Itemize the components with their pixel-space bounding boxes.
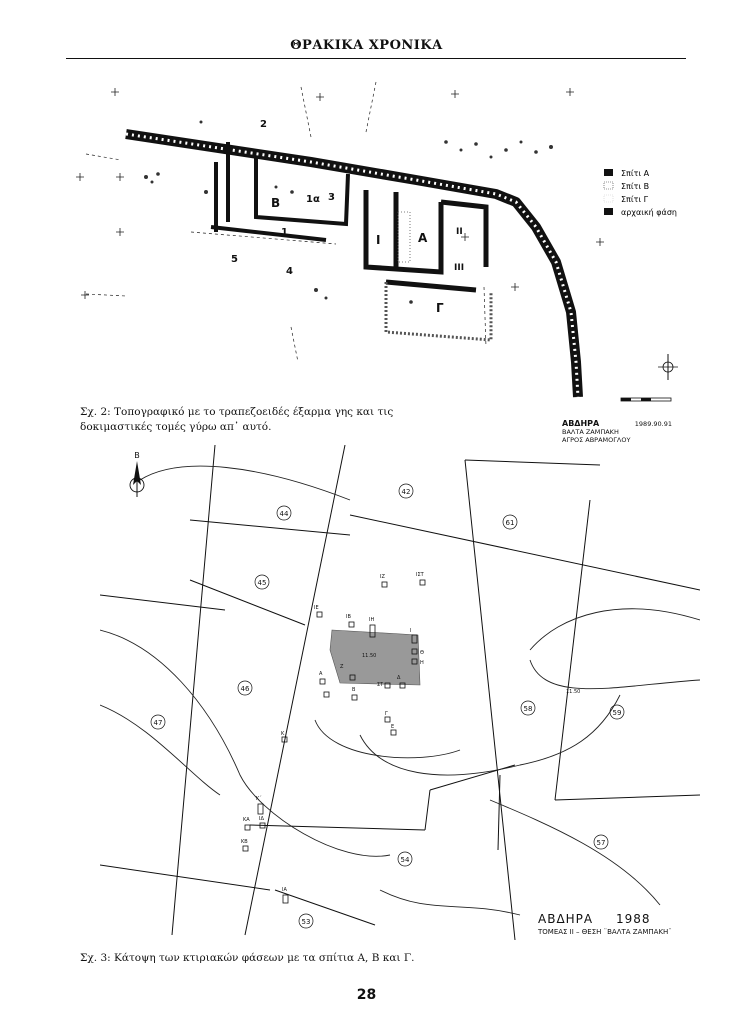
north-label: Β [134, 451, 140, 460]
room-label: 3 [328, 192, 335, 203]
room-label: 1 [281, 227, 288, 238]
trench-lines [86, 82, 486, 362]
trench-label: ΙΕ [314, 605, 319, 611]
legend-label: Σπίτι Β [621, 182, 650, 191]
trench-label: Θ [420, 650, 424, 656]
figure-2-caption: Σχ. 2: Τοπογραφικό με το τραπεζοειδές έξαρμα γης και τις δοκιμαστικές τομές γύρω απ᾽ αυτό. [80, 406, 394, 433]
trench-label: Ζ [340, 664, 344, 670]
trench-label: ΙΑ [282, 887, 287, 893]
scale-bar [621, 398, 671, 401]
title-block-line: ΒΑΛΤΑ ΖΑΜΠΑΚΗ [562, 428, 619, 436]
figure-2-plan [66, 62, 686, 407]
plot-number: 42 [401, 488, 411, 496]
legend-label: Σπίτι Α [621, 169, 650, 178]
title-block-line: ΑΓΡΟΣ ΑΒΡΑΜΟΓΛΟΥ [562, 436, 631, 444]
trench-label: Κ [281, 731, 285, 737]
figure-3-title-block [538, 912, 718, 936]
title-block-sector: ΤΟΜΕΑΣ ΙΙ – ΘΕΣΗ ¨ΒΑΛΤΑ ΖΑΜΠΑΚΗ¨ [538, 928, 672, 936]
north-arrow-icon [130, 451, 144, 497]
spot-height: 11.50 [362, 653, 377, 659]
title-block-site: ΑΒΔΗΡΑ [538, 912, 594, 926]
trench-label: ΙΖ [380, 574, 385, 580]
plot-number: 59 [612, 709, 622, 717]
trench-label: Κ΄ [256, 796, 262, 802]
figure-2-title-block [562, 420, 672, 444]
plot-number: 61 [505, 519, 515, 527]
trench-label: Γ [385, 711, 388, 717]
legend-swatch-archaic [604, 208, 613, 215]
plot-number: 45 [257, 579, 267, 587]
header-rule [66, 58, 686, 59]
trench-label: ΙΒ [346, 614, 351, 620]
room-label: 5 [231, 254, 238, 265]
contour-lines [100, 466, 700, 915]
title-block-site: ΑΒΔΗΡΑ [562, 419, 600, 428]
legend-label: Σπίτι Γ [621, 195, 649, 204]
trench-label: Α [319, 671, 323, 677]
spot-height: 11.50 [566, 689, 581, 695]
room-label: Γ [436, 301, 444, 315]
trench-label: Δ [397, 675, 401, 681]
trench-label: ΚΑ [243, 817, 250, 823]
plot-number: 57 [596, 839, 606, 847]
survey-marks [76, 88, 604, 299]
trench-label: Η [420, 660, 424, 666]
figure-3-caption: Σχ. 3: Κάτοψη των κτιριακών φάσεων με τα σπίτια Α, Β και Γ. [80, 952, 415, 964]
long-wall [126, 134, 578, 397]
plot-number: 44 [279, 510, 289, 518]
plot-number: 47 [153, 719, 163, 727]
plot-number: 53 [301, 918, 311, 926]
trench-label: ΙΗ [369, 617, 375, 623]
room-label: Β [271, 196, 281, 210]
room-label: 1α [306, 194, 320, 205]
trench-label: ΚΒ [241, 839, 248, 845]
running-title: ΘΡΑΚΙΚΑ ΧΡΟΝΙΚΑ [290, 38, 443, 53]
legend-swatch-house-g [604, 195, 613, 202]
plot-number: 58 [523, 705, 533, 713]
figure-3-plan [100, 445, 700, 940]
page-number: 28 [356, 987, 377, 1003]
trench-label: ΣΤ [377, 682, 384, 688]
room-label: Α [418, 231, 428, 245]
plot-numbers [151, 484, 624, 928]
room-label: ΙΙ [456, 227, 463, 237]
trench-labels [241, 572, 425, 893]
title-block-year: 1988 [615, 912, 651, 926]
plot-number: 46 [240, 685, 250, 693]
trench-label: ΙΔ [259, 816, 264, 822]
room-label: ΙΙΙ [454, 263, 465, 273]
trench-label: Ι [410, 628, 412, 634]
legend-swatch-house-a [604, 169, 613, 176]
legend-swatch-house-b [604, 182, 613, 189]
title-block-years: 1989.90.91 [634, 420, 672, 428]
plot-number: 54 [400, 856, 410, 864]
north-arrow-icon [658, 354, 678, 380]
trench-label: ΙΣΤ [416, 572, 424, 578]
trench-label: Β [352, 687, 356, 693]
legend-label: αρχαική φάση [621, 208, 677, 217]
room-label: 4 [286, 266, 293, 277]
legend [604, 169, 677, 217]
trench-label: Ε [391, 724, 395, 730]
room-label: Ι [376, 233, 381, 247]
room-label: 2 [260, 119, 267, 130]
